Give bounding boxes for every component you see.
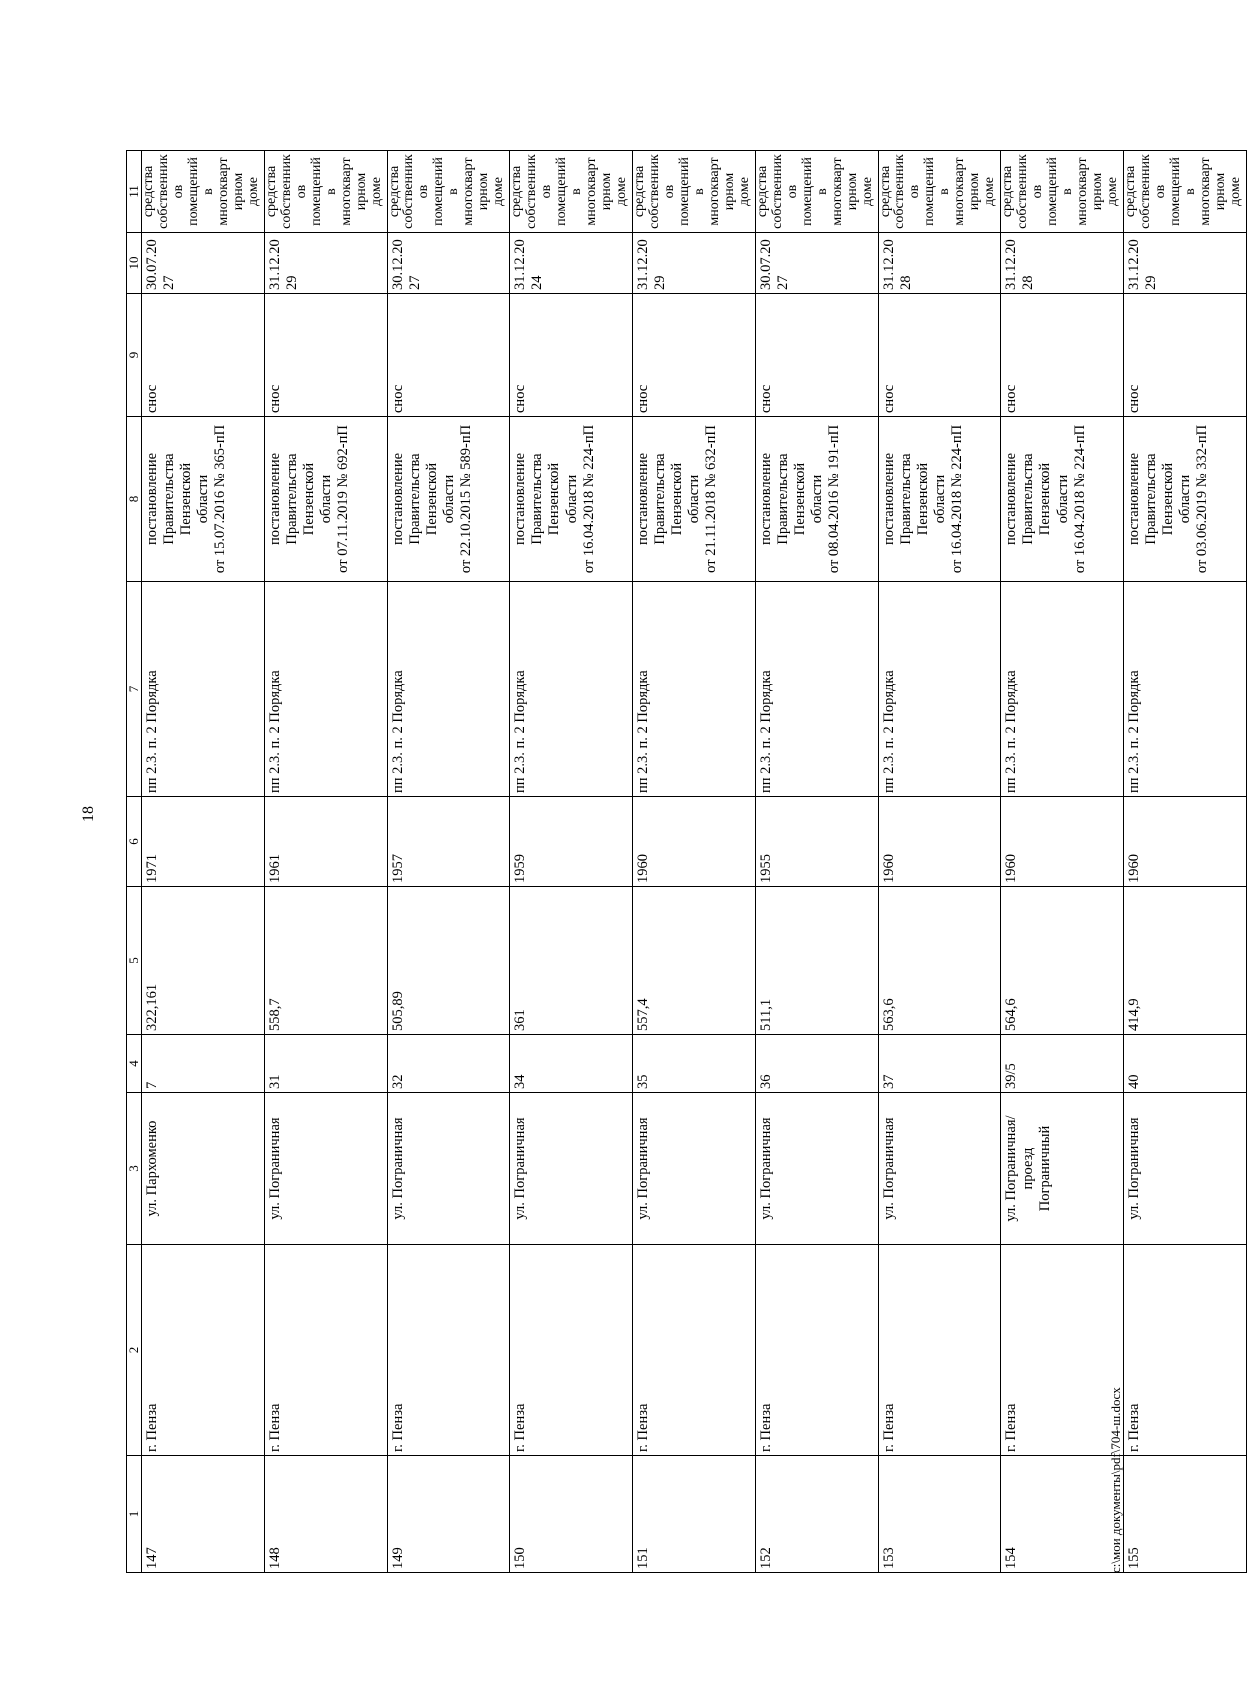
action-cell: снос: [755, 294, 878, 417]
funding-source-line: собственников: [401, 154, 432, 229]
area-cell: 322,161: [142, 887, 265, 1035]
street-line: ул. Пограничная: [389, 1117, 406, 1220]
funding-source-line: многоквартирном: [706, 157, 737, 226]
decree-line: от 03.06.2019 № 332-пП: [1194, 424, 1211, 574]
table-row: [387, 151, 510, 1573]
house-number-cell: 40: [1124, 1035, 1247, 1093]
funding-source-line: помещений в: [185, 157, 216, 226]
decree-line: области: [563, 474, 580, 524]
street-line: ул. Пограничная/: [1003, 1115, 1020, 1222]
city-cell: г. Пенза: [264, 1245, 387, 1456]
area-cell: 414,9: [1124, 887, 1247, 1035]
funding-source-line: средства: [386, 165, 402, 218]
table-row: [510, 151, 633, 1573]
street-cell: [878, 1093, 1001, 1245]
funding-source-line: собственников: [155, 154, 186, 229]
funding-source-line: собственников: [769, 154, 800, 229]
area-cell: 505,89: [387, 887, 510, 1035]
basis-cell: пп 2.3. п. 2 Порядка: [1001, 582, 1124, 797]
funding-source-line: доме: [491, 177, 507, 206]
decree-line: постановление: [512, 452, 529, 546]
street-cell: [510, 1093, 633, 1245]
house-number-cell: 35: [633, 1035, 756, 1093]
row-number-cell: 147: [142, 1456, 265, 1573]
funding-source-cell: [633, 151, 756, 233]
decree-line: Правительства Пензенской: [1143, 453, 1177, 545]
funding-source-line: многоквартирном: [952, 157, 983, 226]
funding-source-line: помещений в: [308, 157, 339, 226]
city-cell: г. Пенза: [1124, 1245, 1247, 1456]
deadline-date-cell: 30.07.2027: [142, 233, 265, 294]
table-row: [633, 151, 756, 1573]
deadline-date-cell: 31.12.2029: [1124, 233, 1247, 294]
funding-source-line: собственников: [524, 154, 555, 229]
funding-source-line: помещений в: [554, 157, 585, 226]
funding-source-cell: [878, 151, 1001, 233]
funding-source-line: собственников: [892, 154, 923, 229]
action-cell: снос: [142, 294, 265, 417]
street-line: ул. Пограничная: [512, 1117, 529, 1220]
header-cell: 10: [127, 233, 142, 294]
area-cell: 511,1: [755, 887, 878, 1035]
decree-line: Правительства Пензенской: [161, 453, 195, 545]
year-cell: 1955: [755, 797, 878, 887]
funding-source-line: доме: [1105, 177, 1121, 206]
basis-cell: пп 2.3. п. 2 Порядка: [264, 582, 387, 797]
basis-cell: пп 2.3. п. 2 Порядка: [142, 582, 265, 797]
table-row: [264, 151, 387, 1573]
decree-line: постановление: [757, 452, 774, 546]
table-row: [755, 151, 878, 1573]
decree-line: области: [686, 474, 703, 524]
table-row: [1124, 151, 1247, 1573]
decree-line: области: [195, 474, 212, 524]
funding-source-line: средства: [754, 165, 770, 218]
row-number-cell: 154: [1001, 1456, 1124, 1573]
decree-cell: [1124, 417, 1247, 582]
header-cell: 11: [127, 151, 142, 233]
basis-cell: пп 2.3. п. 2 Порядка: [387, 582, 510, 797]
basis-cell: пп 2.3. п. 2 Порядка: [510, 582, 633, 797]
basis-cell: пп 2.3. п. 2 Порядка: [755, 582, 878, 797]
city-cell: г. Пенза: [387, 1245, 510, 1456]
decree-line: Правительства Пензенской: [529, 453, 563, 545]
row-number-cell: 151: [633, 1456, 756, 1573]
decree-line: Правительства Пензенской: [1020, 453, 1054, 545]
decree-line: Правительства Пензенской: [774, 453, 808, 545]
row-number-cell: 152: [755, 1456, 878, 1573]
funding-source-cell: [755, 151, 878, 233]
house-number-cell: 36: [755, 1035, 878, 1093]
city-cell: г. Пенза: [755, 1245, 878, 1456]
funding-source-line: собственников: [646, 154, 677, 229]
funding-source-line: многоквартирном: [584, 157, 615, 226]
city-cell: г. Пенза: [1001, 1245, 1124, 1456]
decree-line: постановление: [389, 452, 406, 546]
housing-table: [126, 150, 1247, 1573]
funding-source-line: доме: [368, 177, 384, 206]
header-cell: 2: [127, 1245, 142, 1456]
row-number-cell: 155: [1124, 1456, 1247, 1573]
row-number-cell: 148: [264, 1456, 387, 1573]
year-cell: 1960: [633, 797, 756, 887]
decree-cell: [510, 417, 633, 582]
table-body: [127, 151, 1247, 1573]
area-cell: 557,4: [633, 887, 756, 1035]
funding-source-line: помещений в: [1045, 157, 1076, 226]
table-row: [878, 151, 1001, 1573]
street-line: проезд: [1020, 1147, 1037, 1190]
funding-source-cell: [1124, 151, 1247, 233]
funding-source-line: многоквартирном: [1197, 157, 1228, 226]
basis-cell: пп 2.3. п. 2 Порядка: [1124, 582, 1247, 797]
funding-source-line: доме: [736, 177, 752, 206]
decree-line: постановление: [1126, 452, 1142, 546]
area-cell: 563,6: [878, 887, 1001, 1035]
deadline-date-cell: 31.12.2028: [1001, 233, 1124, 294]
deadline-date-cell: 31.12.2029: [264, 233, 387, 294]
decree-line: от 15.07.2016 № 365-пП: [212, 424, 229, 574]
year-cell: 1961: [264, 797, 387, 887]
funding-source-line: помещений в: [1167, 157, 1198, 226]
basis-cell: пп 2.3. п. 2 Порядка: [633, 582, 756, 797]
decree-line: области: [1177, 474, 1194, 524]
area-cell: 361: [510, 887, 633, 1035]
house-number-cell: 37: [878, 1035, 1001, 1093]
header-cell: 9: [127, 294, 142, 417]
decree-cell: [264, 417, 387, 582]
action-cell: снос: [510, 294, 633, 417]
decree-cell: [755, 417, 878, 582]
funding-source-line: средства: [632, 165, 647, 218]
city-cell: г. Пенза: [878, 1245, 1001, 1456]
funding-source-line: многоквартирном: [215, 157, 246, 226]
area-cell: 564,6: [1001, 887, 1124, 1035]
funding-source-line: доме: [245, 177, 261, 206]
header-cell: 3: [127, 1093, 142, 1245]
year-cell: 1959: [510, 797, 633, 887]
area-cell: 558,7: [264, 887, 387, 1035]
funding-source-line: доме: [982, 177, 998, 206]
basis-cell: пп 2.3. п. 2 Порядка: [878, 582, 1001, 797]
action-cell: снос: [1001, 294, 1124, 417]
street-line: ул. Пограничная: [266, 1117, 283, 1220]
street-line: ул. Пограничная: [757, 1117, 774, 1220]
funding-source-line: собственников: [278, 154, 309, 229]
house-number-cell: 32: [387, 1035, 510, 1093]
decree-line: от 08.04.2016 № 191-пП: [826, 424, 843, 574]
funding-source-line: средства: [1123, 165, 1138, 218]
deadline-date-cell: 30.12.2027: [387, 233, 510, 294]
street-line: ул. Пограничная: [1126, 1117, 1142, 1220]
header-cell: 5: [127, 887, 142, 1035]
year-cell: 1960: [1124, 797, 1247, 887]
decree-line: постановление: [635, 452, 651, 546]
funding-source-cell: [387, 151, 510, 233]
funding-source-cell: [510, 151, 633, 233]
street-cell: [142, 1093, 265, 1245]
street-cell: [264, 1093, 387, 1245]
decree-cell: [387, 417, 510, 582]
row-number-cell: 149: [387, 1456, 510, 1573]
funding-source-line: помещений в: [922, 157, 953, 226]
action-cell: снос: [878, 294, 1001, 417]
decree-line: области: [931, 474, 948, 524]
street-cell: [633, 1093, 756, 1245]
funding-source-line: средства: [1000, 165, 1016, 218]
street-line: ул. Пограничная: [880, 1117, 897, 1220]
deadline-date-cell: 31.12.2024: [510, 233, 633, 294]
house-number-cell: 39/5: [1001, 1035, 1124, 1093]
header-cell: 7: [127, 582, 142, 797]
page-number: 18: [80, 806, 97, 822]
decree-line: Правительства Пензенской: [652, 453, 686, 545]
decree-line: области: [1054, 474, 1071, 524]
decree-line: от 07.11.2019 № 692-пП: [335, 425, 352, 573]
header-cell: 1: [127, 1456, 142, 1573]
house-number-cell: 7: [142, 1035, 265, 1093]
funding-source-line: помещений в: [431, 157, 462, 226]
house-number-cell: 31: [264, 1035, 387, 1093]
year-cell: 1971: [142, 797, 265, 887]
decree-cell: [878, 417, 1001, 582]
table-row: [1001, 151, 1124, 1573]
decree-line: Правительства Пензенской: [283, 453, 317, 545]
city-cell: г. Пенза: [510, 1245, 633, 1456]
street-line: ул. Пархоменко: [144, 1120, 160, 1217]
decree-line: постановление: [1003, 452, 1020, 546]
decree-line: области: [440, 474, 457, 524]
row-number-cell: 153: [878, 1456, 1001, 1573]
funding-source-line: средства: [141, 165, 156, 218]
year-cell: 1960: [1001, 797, 1124, 887]
deadline-date-cell: 30.07.2027: [755, 233, 878, 294]
decree-line: от 21.11.2018 № 632-пП: [703, 425, 720, 573]
decree-line: постановление: [880, 452, 897, 546]
street-cell: [755, 1093, 878, 1245]
year-cell: 1957: [387, 797, 510, 887]
header-cell: 6: [127, 797, 142, 887]
decree-cell: [633, 417, 756, 582]
action-cell: снос: [633, 294, 756, 417]
city-cell: г. Пенза: [142, 1245, 265, 1456]
table-header-row: [127, 151, 142, 1573]
decree-line: области: [318, 474, 335, 524]
funding-source-line: средства: [877, 165, 893, 218]
funding-source-line: многоквартирном: [338, 157, 369, 226]
funding-source-line: многоквартирном: [1075, 157, 1106, 226]
funding-source-line: многоквартирном: [829, 157, 860, 226]
decree-line: от 22.10.2015 № 589-пП: [457, 424, 474, 574]
funding-source-line: помещений в: [799, 157, 830, 226]
decree-line: от 16.04.2018 № 224-пП: [580, 424, 597, 574]
decree-line: Правительства Пензенской: [406, 453, 440, 545]
funding-source-line: помещений в: [676, 157, 707, 226]
decree-line: области: [809, 474, 826, 524]
funding-source-line: доме: [614, 177, 630, 206]
funding-source-line: средства: [509, 165, 525, 218]
street-cell: [1124, 1093, 1247, 1245]
funding-source-cell: [264, 151, 387, 233]
funding-source-line: средства: [263, 165, 279, 218]
funding-source-cell: [1001, 151, 1124, 233]
year-cell: 1960: [878, 797, 1001, 887]
decree-cell: [142, 417, 265, 582]
street-line: ул. Пограничная: [635, 1117, 651, 1220]
funding-source-cell: [142, 151, 265, 233]
street-cell: [387, 1093, 510, 1245]
header-cell: 4: [127, 1035, 142, 1093]
row-number-cell: 150: [510, 1456, 633, 1573]
city-cell: г. Пенза: [633, 1245, 756, 1456]
funding-source-line: собственников: [1015, 154, 1046, 229]
street-line: Пограничный: [1037, 1125, 1054, 1212]
decree-cell: [1001, 417, 1124, 582]
action-cell: снос: [1124, 294, 1247, 417]
action-cell: снос: [387, 294, 510, 417]
street-cell: [1001, 1093, 1124, 1245]
decree-line: постановление: [266, 452, 283, 546]
decree-line: от 16.04.2018 № 224-пП: [948, 424, 965, 574]
action-cell: снос: [264, 294, 387, 417]
funding-source-line: собственников: [1137, 154, 1168, 229]
funding-source-line: многоквартирном: [461, 157, 492, 226]
header-cell: 8: [127, 417, 142, 582]
house-number-cell: 34: [510, 1035, 633, 1093]
deadline-date-cell: 31.12.2029: [633, 233, 756, 294]
file-path-footer: c:\мои документы\pdf\704-ш.docx: [1108, 1387, 1123, 1573]
deadline-date-cell: 31.12.2028: [878, 233, 1001, 294]
decree-line: от 16.04.2018 № 224-пП: [1071, 424, 1088, 574]
table-row: [142, 151, 265, 1573]
decree-line: постановление: [144, 452, 160, 546]
funding-source-line: доме: [1227, 177, 1243, 206]
decree-line: Правительства Пензенской: [897, 453, 931, 545]
funding-source-line: доме: [859, 177, 875, 206]
